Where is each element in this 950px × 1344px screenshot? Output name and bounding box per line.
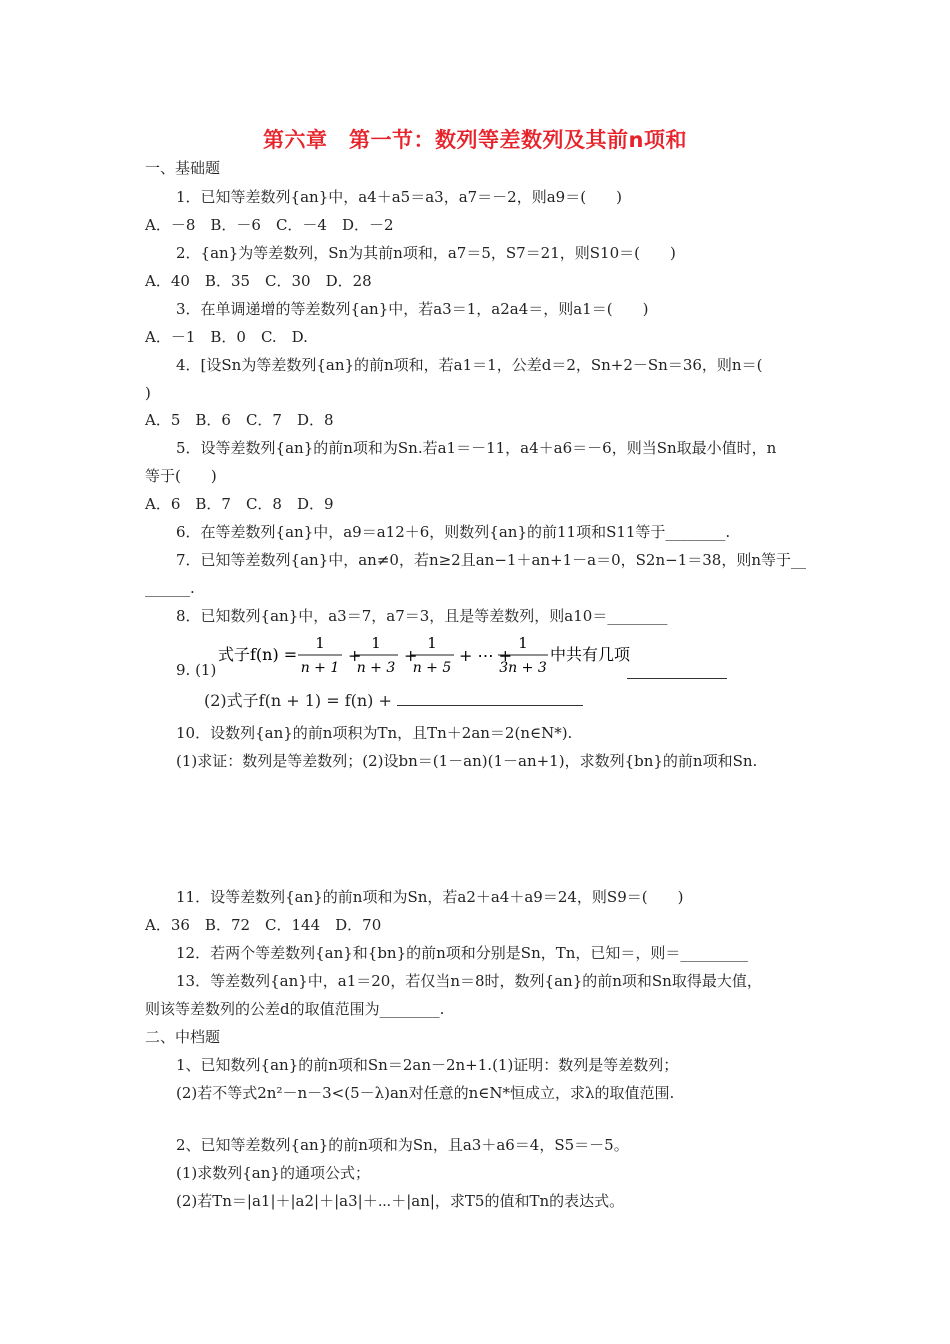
plus-sign: + bbox=[404, 646, 418, 665]
question-9-answer-blank bbox=[627, 664, 727, 684]
fraction-4-numerator: 1 bbox=[518, 634, 528, 652]
question-2: 2．{an}为等差数列，Sn为其前n项和，a7＝5，S7＝21，则S10＝( ) bbox=[176, 244, 676, 262]
fraction-2-denominator: n + 3 bbox=[356, 660, 396, 676]
question-8: 8．已知数列{an}中，a3＝7，a7＝3，且是等差数列，则a10＝________ bbox=[176, 607, 668, 625]
question-5-continuation: 等于( ) bbox=[145, 467, 217, 485]
fraction-1-numerator: 1 bbox=[315, 634, 325, 652]
question-7-continuation: ______. bbox=[145, 579, 195, 597]
fraction-2-numerator: 1 bbox=[371, 634, 381, 652]
question-9-part2 bbox=[204, 688, 583, 711]
question-9-label: 9. (1) bbox=[176, 661, 217, 679]
intermediate-question-2-subpart-2: (2)若Tn＝|a1|＋|a2|＋|a3|＋⋯＋|an|，求T5的值和Tn的表达式。 bbox=[176, 1192, 625, 1210]
question-7: 7．已知等差数列{an}中，an≠0，若n≥2且an−1＋an+1－a＝0，S2n−1＝38，则n等于__ bbox=[176, 551, 806, 569]
question-4-continuation: ) bbox=[145, 384, 151, 402]
section-heading-intermediate: 二、中档题 bbox=[145, 1028, 221, 1046]
question-3-options: A．－1 B．0 C. D. bbox=[145, 328, 308, 346]
question-2-options: A．40 B．35 C．30 D．28 bbox=[145, 272, 372, 290]
ellipsis-plus: + ⋯ + bbox=[459, 646, 512, 665]
plus-sign: + bbox=[348, 646, 362, 665]
intermediate-question-1: 1、已知数列{an}的前n项和Sn＝2an－2n+1.(1)证明：数列是等差数列； bbox=[176, 1056, 679, 1074]
question-4-options: A．5 B．6 C．7 D．8 bbox=[145, 411, 334, 429]
intermediate-question-2-subpart-1: (1)求数列{an}的通项公式； bbox=[176, 1164, 370, 1182]
question-6: 6．在等差数列{an}中，a9＝a12＋6，则数列{an}的前11项和S11等于________. bbox=[176, 523, 731, 541]
fraction-3-numerator: 1 bbox=[427, 634, 437, 652]
question-9-formula bbox=[218, 632, 638, 678]
question-12: 12．若两个等差数列{an}和{bn}的前n项和分别是Sn，Tn，已知＝，则＝_________ bbox=[176, 944, 748, 962]
question-10: 10．设数列{an}的前n项积为Tn，且Tn＋2an＝2(n∈N*). bbox=[176, 724, 573, 742]
question-5: 5．设等差数列{an}的前n项和为Sn.若a1＝－11，a4＋a6＝－6，则当Sn取最小值时，n bbox=[176, 439, 777, 457]
formula-prefix: 式子f(n) = bbox=[218, 645, 298, 664]
question-3: 3．在单调递增的等差数列{an}中，若a3＝1，a2a4＝，则a1＝( ) bbox=[176, 300, 649, 318]
fraction-3-denominator: n + 5 bbox=[412, 660, 452, 676]
formula-suffix: 中共有几项 bbox=[550, 645, 631, 664]
fraction-1-denominator: n + 1 bbox=[300, 660, 340, 676]
question-9-part2-text: (2)式子f(n + 1) = f(n) + bbox=[204, 691, 392, 710]
intermediate-question-1-subpart: (2)若不等式2n²－n－3<(5－λ)an对任意的n∈N*恒成立，求λ的取值范围. bbox=[176, 1084, 675, 1102]
fraction-4-denominator: 3n + 3 bbox=[499, 660, 547, 676]
question-13: 13．等差数列{an}中，a1＝20，若仅当n＝8时，数列{an}的前n项和Sn取得最大值， bbox=[176, 972, 762, 990]
question-5-options: A．6 B．7 C．8 D．9 bbox=[145, 495, 334, 513]
question-1-options: A．－8 B．－6 C．－4 D．－2 bbox=[145, 216, 394, 234]
question-1: 1．已知等差数列{an}中，a4＋a5＝a3，a7＝－2，则a9＝( ) bbox=[176, 188, 622, 206]
question-11-options: A．36 B．72 C．144 D．70 bbox=[145, 916, 382, 934]
intermediate-question-2: 2、已知等差数列{an}的前n项和为Sn，且a3＋a6＝4，S5＝－5。 bbox=[176, 1136, 629, 1154]
question-10-subparts: (1)求证：数列是等差数列；(2)设bn＝(1－an)(1－an+1)，求数列{bn}的前n项和Sn. bbox=[176, 752, 758, 770]
question-9-part2-blank bbox=[397, 691, 583, 706]
question-4: 4．[设Sn为等差数列{an}的前n项和，若a1＝1，公差d＝2，Sn+2－Sn＝36，则n＝( bbox=[176, 356, 763, 374]
question-13-continuation: 则该等差数列的公差d的取值范围为________. bbox=[145, 1000, 445, 1018]
question-11: 11．设等差数列{an}的前n项和为Sn，若a2＋a4＋a9＝24，则S9＝( ) bbox=[176, 888, 684, 906]
page-title: 第六章 第一节：数列等差数列及其前n项和 bbox=[263, 128, 687, 152]
section-heading-basic: 一、基础题 bbox=[145, 159, 221, 177]
